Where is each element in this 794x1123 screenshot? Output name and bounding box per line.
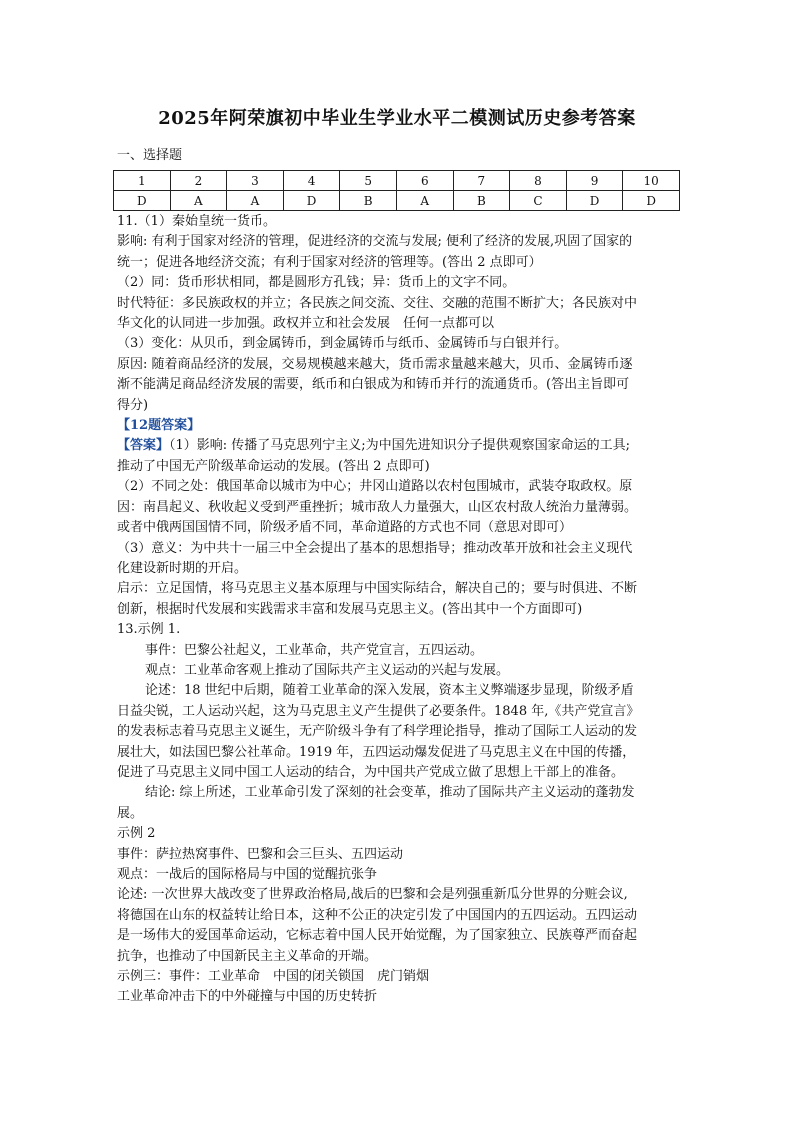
q12-first-line: （1）影响: 传播了马克思列宁主义;为中国先进知识分子提供观察国家命运的工具;: [169, 438, 631, 454]
text-line: 渐不能满足商品经济发展的需要，纸币和白银成为和铸币并行的流通货币。(答出主旨即可: [117, 377, 630, 393]
text-line: 抗争，也推动了中国新民主主义革命的开端。: [117, 948, 378, 964]
answer-tag: 【答案】: [117, 438, 170, 454]
text-line: 展壮大，如法国巴黎公社革命。1919 年，五四运动爆发促进了马克思主义在中国的传播，: [117, 744, 636, 760]
text-line: 时代特征：多民族政权的并立；各民族之间交流、交往、交融的范围不断扩大；各民族对中: [117, 295, 638, 311]
text-line: 得分): [117, 397, 149, 413]
question-number: 4: [283, 171, 340, 191]
question-number: 10: [623, 171, 680, 191]
text-line: 或者中俄两国国情不同，阶级矛盾不同，革命道路的方式也不同（意思对即可）: [117, 520, 573, 536]
text-line: 华文化的认同进一步加强。政权并立和社会发展 任何一点都可以: [117, 316, 495, 332]
page-title: 2025年阿荣旗初中毕业生学业水平二模测试历史参考答案: [158, 108, 636, 129]
text-line: 11.（1）秦始皇统一货币。: [117, 214, 276, 229]
answer-table: [113, 170, 680, 211]
table-row-numbers: [114, 171, 680, 191]
text-line: 论述: 一次世界大战改变了世界政治格局,战后的巴黎和会是列强重新瓜分世界的分赃会议,: [117, 887, 628, 903]
text-line: （3）意义：为中共十一届三中全会提出了基本的思想指导；推动改革开放和社会主义现代: [117, 540, 633, 556]
answer-cell: B: [340, 191, 397, 211]
answer-cell: B: [453, 191, 510, 211]
text-line: 化建设新时期的开启。: [117, 560, 248, 576]
text-line: 是一场伟大的爱国革命运动，它标志着中国人民开始觉醒，为了国家独立、民族尊严而奋起: [117, 928, 638, 944]
text-line: 的发表标志着马克思主义诞生，无产阶级斗争有了科学理论指导，推动了国际工人运动的发: [117, 724, 638, 740]
answer-cell: D: [566, 191, 623, 211]
answer-cell: A: [396, 191, 453, 211]
q12-heading: [117, 416, 680, 436]
section-heading-choice: 一、选择题: [117, 148, 183, 163]
text-line: 原因: 随着商品经济的发展，交易规模越来越大，货币需求量越来越大，贝币、金属铸币逐: [117, 356, 633, 372]
question-number: 7: [453, 171, 510, 191]
text-line: （2）不同之处：俄国革命以城市为中心；井冈山道路以农村包围城市，武装夺取政权。原: [117, 479, 633, 495]
text-line: 启示：立足国情，将马克思主义基本原理与中国实际结合，解决自己的；要与时俱进、不断: [117, 581, 638, 597]
example3-heading: 示例三：事件：工业革命 中国的闭关锁国 虎门销烟: [117, 969, 430, 985]
table-row-answers: [114, 191, 680, 211]
text-line: 统一；促进各地经济交流；有利于国家对经济的管理等。(答出 2 点即可）: [117, 254, 542, 270]
answer-cell: D: [114, 191, 171, 211]
question-number: 9: [566, 171, 623, 191]
example1-conclusion: 结论: 综上所述，工业革命引发了深刻的社会变革，推动了国际共产主义运动的蓬勃发: [145, 785, 635, 801]
text-line: 展。: [117, 805, 144, 821]
answer-cell: C: [510, 191, 567, 211]
answer-cell: A: [170, 191, 227, 211]
q12-header: 【12题答案】: [117, 418, 201, 434]
question-number: 6: [396, 171, 453, 191]
text-line: 推动了中国无产阶级革命运动的发展。(答出 2 点即可): [117, 458, 430, 474]
text-line: （2）同：货币形状相同，都是圆形方孔钱；异：货币上的文字不同。: [117, 275, 516, 291]
question-number: 5: [340, 171, 397, 191]
text-line: 因：南昌起义、秋收起义受到严重挫折；城市敌人力量强大，山区农村敌人统治力量薄弱。: [117, 499, 638, 515]
answer-body: [117, 212, 680, 1008]
example1-argument: 论述：18 世纪中后期，随着工业革命的深入发展，资本主义弊端逐步显现，阶级矛盾: [145, 683, 634, 699]
answer-cell: D: [623, 191, 680, 211]
question-number: 8: [510, 171, 567, 191]
example1-view: 观点：工业革命客观上推动了国际共产主义运动的兴起与发展。: [145, 662, 510, 678]
question-number: 1: [114, 171, 171, 191]
example2-heading: 示例 2: [117, 826, 156, 842]
text-line: [117, 436, 680, 456]
text-line: 日益尖锐，工人运动兴起，这为马克思主义产生提供了必要条件。1848 年,《共产党宣言》: [117, 703, 640, 719]
question-number: 2: [170, 171, 227, 191]
text-line: 事件：萨拉热窝事件、巴黎和会三巨头、五四运动: [117, 846, 404, 862]
question-number: 3: [227, 171, 284, 191]
text-line: 影响: 有利于国家对经济的管理，促进经济的交流与发展; 便利了经济的发展,巩固了国家的: [117, 234, 633, 250]
text-line: （3）变化：从贝币，到金属铸币，到金属铸币与纸币、金属铸币与白银并行。: [117, 336, 568, 352]
text-line: 创新，根据时代发展和实践需求丰富和发展马克思主义。(答出其中一个方面即可): [117, 601, 583, 617]
text-line: 工业革命冲击下的中外碰撞与中国的历史转折: [117, 989, 378, 1005]
text-line: 将德国在山东的权益转让给日本，这种不公正的决定引发了中国国内的五四运动。五四运动: [117, 907, 638, 923]
text-line: 13.示例 1.: [117, 622, 181, 638]
answer-cell: D: [283, 191, 340, 211]
example1-event: 事件：巴黎公社起义，工业革命，共产党宣言，五四运动。: [145, 642, 484, 658]
text-line: 促进了马克思主义同中国工人运动的结合，为中国共产党成立做了思想上干部上的准备。: [117, 764, 625, 780]
answer-cell: A: [227, 191, 284, 211]
text-line: 观点：一战后的国际格局与中国的觉醒抗张争: [117, 867, 378, 882]
